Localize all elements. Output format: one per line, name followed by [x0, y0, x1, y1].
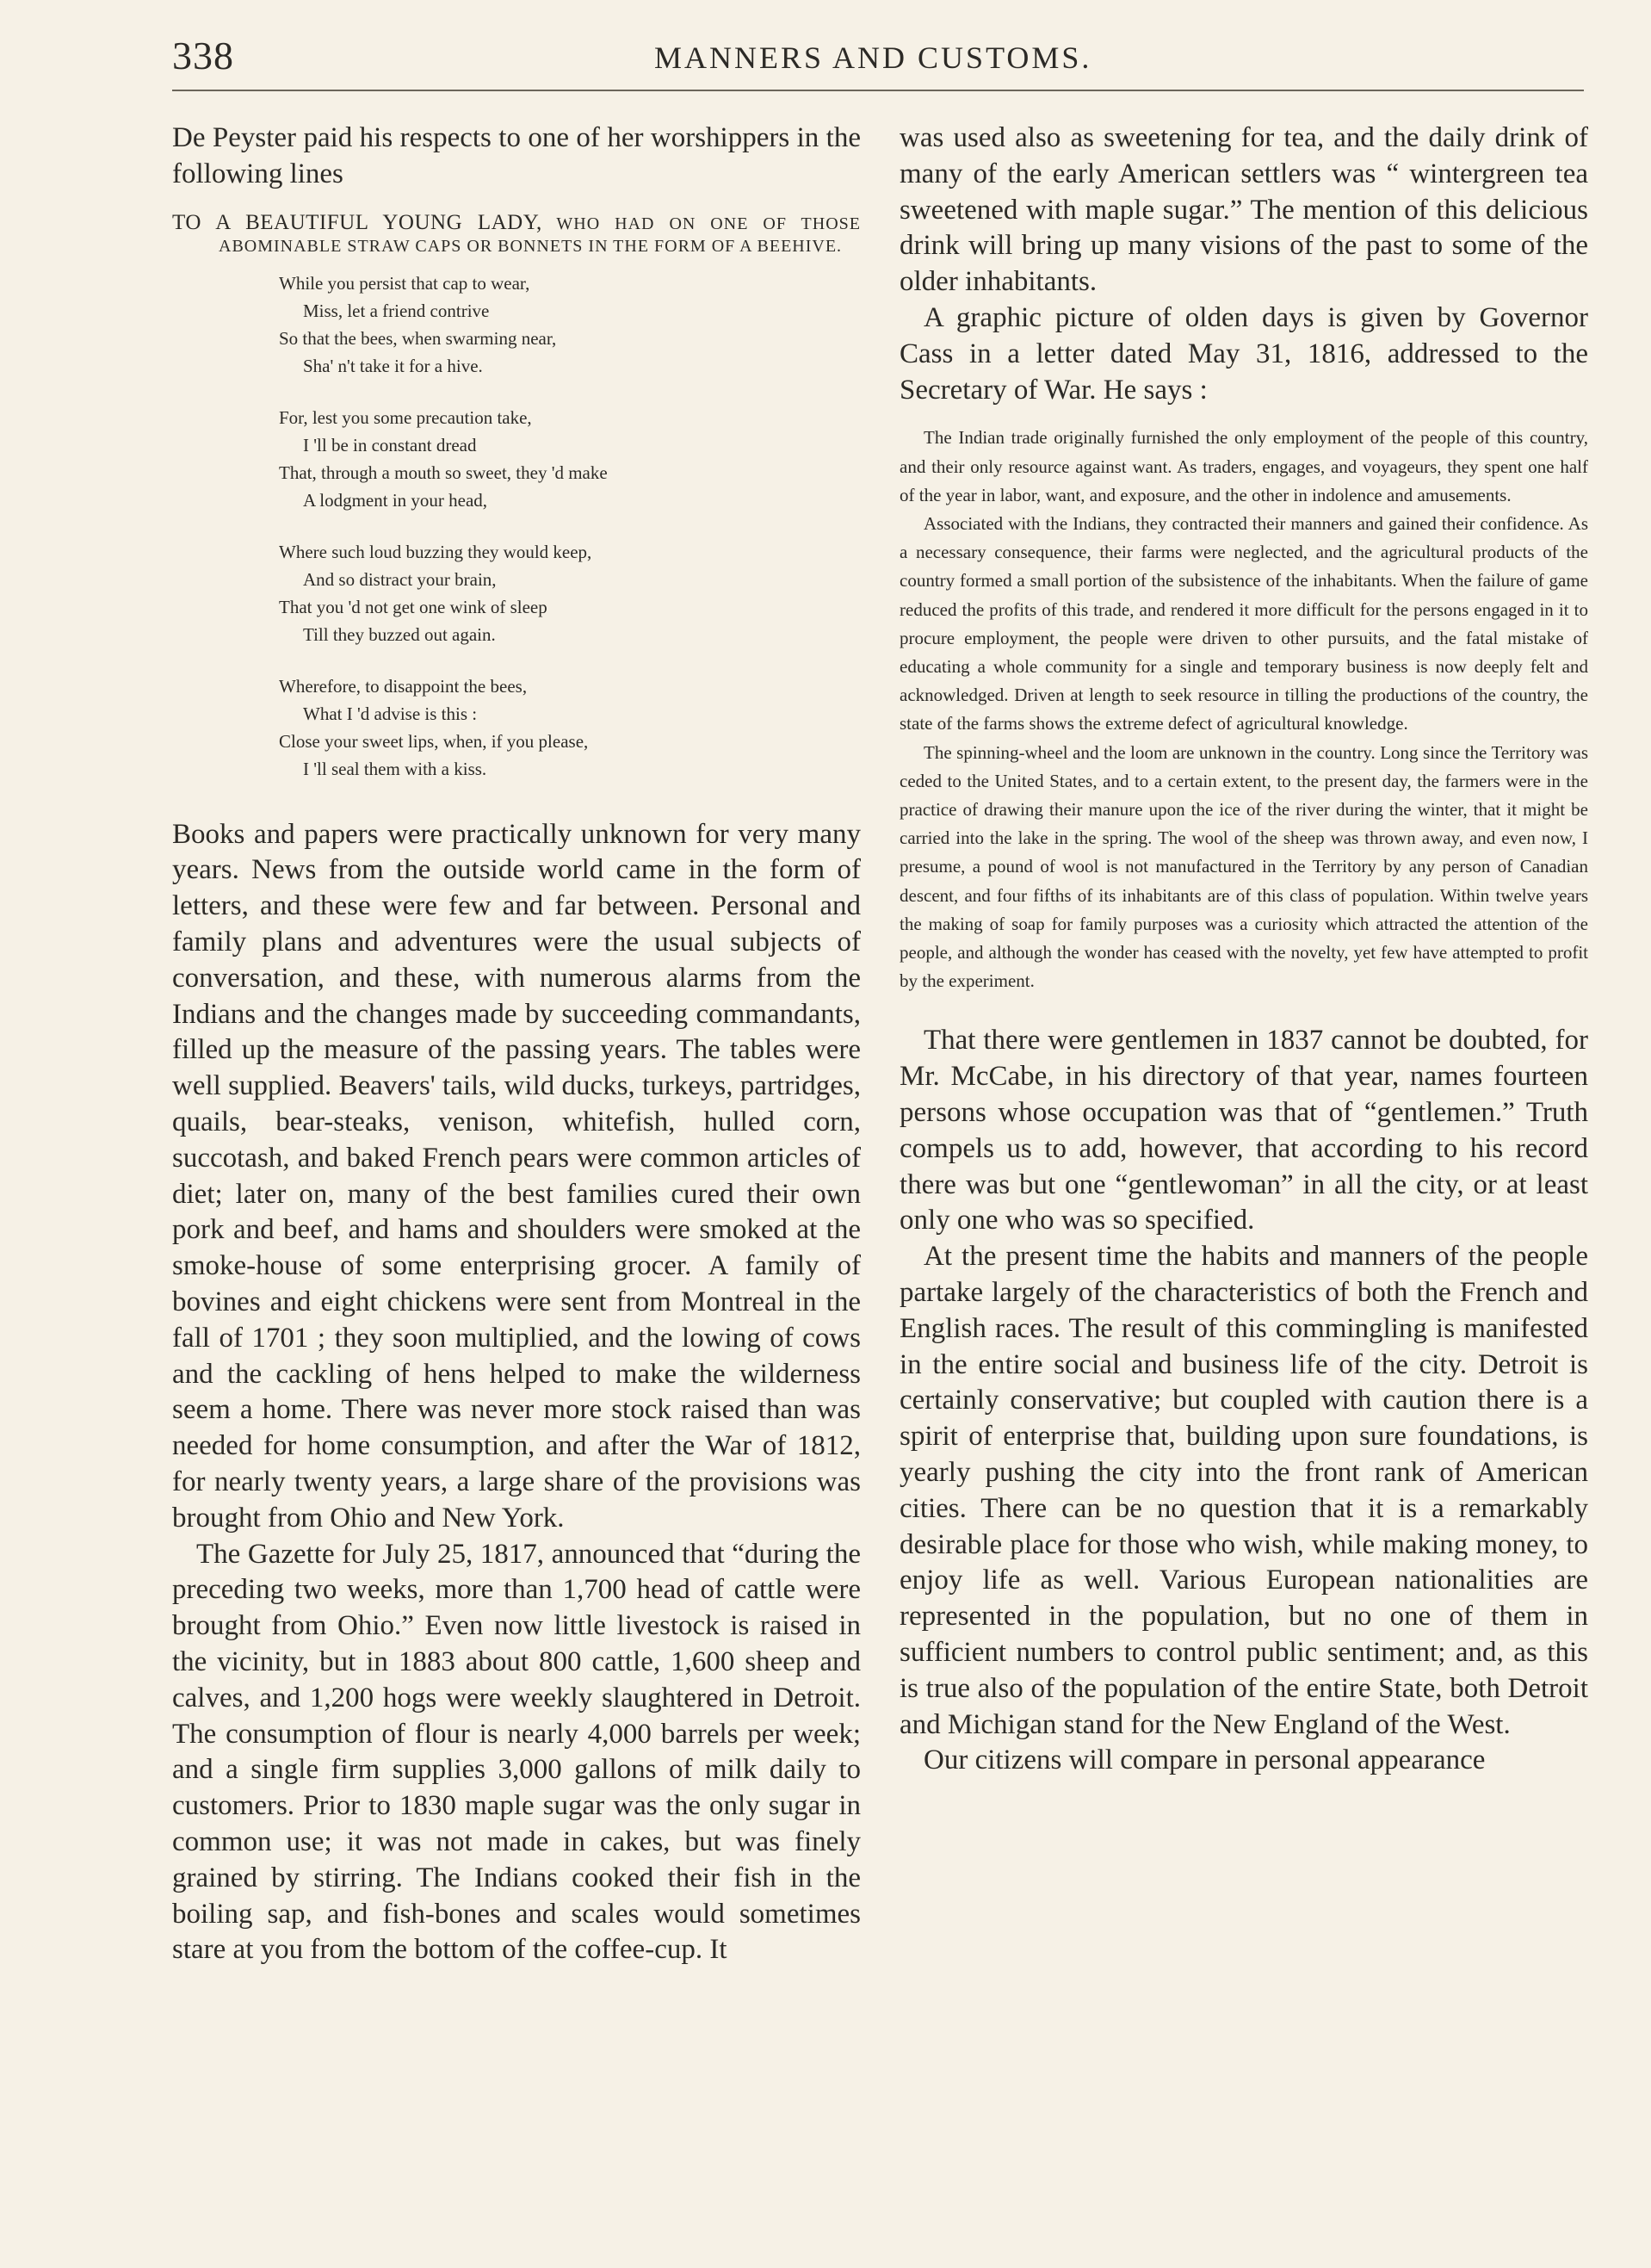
poem-line: Where such loud buzzing they would keep,	[279, 541, 592, 562]
poem-line: Sha' n't take it for a hive.	[303, 355, 483, 376]
cass-paragraph: A graphic picture of olden days is given by Governor Cass in a letter dated May 31, 1816, addressed to the Secretary of War. He says :	[900, 301, 1588, 406]
poem-title-lead: TO A BEAUTIFUL YOUNG LADY,	[172, 210, 542, 234]
poem-line: And so distract your brain,	[303, 568, 497, 590]
left-column	[172, 121, 861, 1968]
poem-line: That, through a mouth so sweet, they 'd make	[279, 462, 608, 483]
quote-paragraph: The Indian trade originally furnished the only employment of the people of this country, and their only resource against want. As traders, engages, and voyageurs, they spent one half of the year in labor, want, and exposure, and the other in indolence and amusements.	[900, 427, 1588, 505]
poem-title	[172, 212, 861, 257]
poem-stanza	[279, 270, 861, 380]
gazette-paragraph: The Gazette for July 25, 1817, announced that “during the preceding two weeks, more than 1,700 head of cattle were brought from Ohio.” Even now little livestock is raised in the vicinity, but in 1883 about 800 cattle, 1,600 sheep and calves, and 1,200 hogs were weekly slaughtered in Detroit. The consumption of flour is nearly 4,000 barrels per week; and a single firm supplies 3,000 gallons of milk daily to customers. Prior to 1830 maple sugar was the only sugar in common use; it was not made in cakes, but was finely grained by stirring. The Indians cooked their fish in the boiling sap, and fish-bones and scales would sometimes stare at you from the bottom of the coffee-cup. It	[172, 1538, 861, 1966]
page-number: 338	[172, 34, 234, 77]
right-column	[900, 121, 1588, 1779]
poem-line: I 'll be in constant dread	[303, 434, 477, 455]
poem-line: Wherefore, to disappoint the bees,	[279, 675, 528, 697]
intro-paragraph: De Peyster paid his respects to one of her worshippers in the following lines	[172, 122, 861, 189]
poem-stanza	[279, 404, 861, 514]
running-head: MANNERS AND CUSTOMS.	[654, 40, 1092, 75]
poem-line: Miss, let a friend contrive	[303, 300, 490, 321]
poem-title-rest: WHO HAD ON ONE OF THOSE ABOMINABLE STRAW CAPS OR BONNETS IN THE FORM OF A BEEHIVE.	[219, 214, 861, 256]
poem-line: Close your sweet lips, when, if you please,	[279, 730, 589, 752]
quote-paragraph: The spinning-wheel and the loom are unknown in the country. Long since the Territory was ceded to the United States, and to a certain extent, to the present day, the farmers were in the practice of drawing their manure upon the ice of the river during the winter, that it might be carried into the lake in the spring. The wool of the sheep was thrown away, and even now, I presume, a pound of wool is not manufactured in the Territory by any person of Canadian descent, and four fifths of its inhabitants are of this class of population. Within twelve years the making of soap for family purposes was a curiosity which attracted the attention of the people, and although the wonder has ceased with the novelty, yet few have attempted to profit by the experiment.	[900, 741, 1588, 992]
gentlemen-paragraph: That there were gentlemen in 1837 cannot be doubted, for Mr. McCabe, in his directory of that year, names fourteen persons whose occupation was that of “gentlemen.” Truth compels us to add, however, that according to his record there was but one “gentlewoman” in all the city, or at least only one who was so specified.	[900, 1025, 1588, 1236]
continued-paragraph: was used also as sweetening for tea, and the daily drink of many of the early American settlers was “ wintergreen tea sweetened with maple sugar.” The mention of this delicious drink will bring up many visions of the past to some of the older inhabitants.	[900, 122, 1588, 298]
poem-line: So that the bees, when swarming near,	[279, 327, 557, 349]
poem-line: I 'll seal them with a kiss.	[303, 758, 487, 779]
present-time-paragraph: At the present time the habits and manners of the people partake largely of the characteristics of both the French and English races. The result of this commingling is manifested in the entire social and business life of the city. Detroit is certainly conservative; but coupled with caution there is a spirit of enterprise that, building upon sure foundations, is yearly pushing the city into the front rank of American cities. There can be no question that it is a remarkably desirable place for those who wish, while making money, to enjoy life as well. Various European nationalities are represented in the population, but no one of them in sufficient numbers to control public sentiment; and, as this is true also of the population of the entire State, both Detroit and Michigan stand for the New England of the West.	[900, 1241, 1588, 1740]
poem-line: While you persist that cap to wear,	[279, 272, 530, 294]
cass-letter-quote	[900, 424, 1588, 995]
poem-stanza	[279, 538, 861, 648]
header-rule	[172, 90, 1584, 91]
citizens-paragraph: Our citizens will compare in personal appearance	[924, 1744, 1486, 1776]
poem-line: A lodgment in your head,	[303, 489, 488, 511]
poem	[279, 270, 861, 783]
poem-line: What I 'd advise is this :	[303, 703, 478, 724]
page-header	[172, 33, 1584, 84]
quote-paragraph: Associated with the Indians, they contracted their manners and gained their confidence. As a necessary consequence, their farms were neglected, and the agricultural products of the country formed a small portion of the subsistence of the inhabitants. When the failure of game reduced the profits of this trade, and rendered it more difficult for the persons engaged in it to procure employment, the people were driven to other pursuits, and the fatal mistake of educating a whole community for a single and temporary business is now deeply felt and acknowledged. Driven at length to seek resource in tilling the productions of the country, the state of the farms shows the extreme defect of agricultural knowledge.	[900, 512, 1588, 734]
poem-stanza	[279, 672, 861, 783]
poem-line: That you 'd not get one wink of sleep	[279, 596, 547, 617]
poem-line: Till they buzzed out again.	[303, 623, 496, 645]
poem-line: For, lest you some precaution take,	[279, 406, 532, 428]
books-paragraph: Books and papers were practically unknown for very many years. News from the outside world came in the form of letters, and these were few and far between. Personal and family plans and adventures were the usual subjects of conversation, and these, with numerous alarms from the Indians and the changes made by succeeding commandants, filled up the measure of the passing years. The tables were well supplied. Beavers' tails, wild ducks, turkeys, partridges, quails, bear-steaks, venison, whitefish, hulled corn, succotash, and baked French pears were common articles of diet; later on, many of the best families cured their own pork and beef, and hams and shoulders were smoked at the smoke-house of some enterprising grocer. A family of bovines and eight chickens were sent from Montreal in the fall of 1701 ; they soon multiplied, and the lowing of cows and the cackling of hens helped to make the wilderness seem a home. There was never more stock raised than was needed for home consumption, and after the War of 1812, for nearly twenty years, a large share of the provisions was brought from Ohio and New York.	[172, 818, 861, 1534]
